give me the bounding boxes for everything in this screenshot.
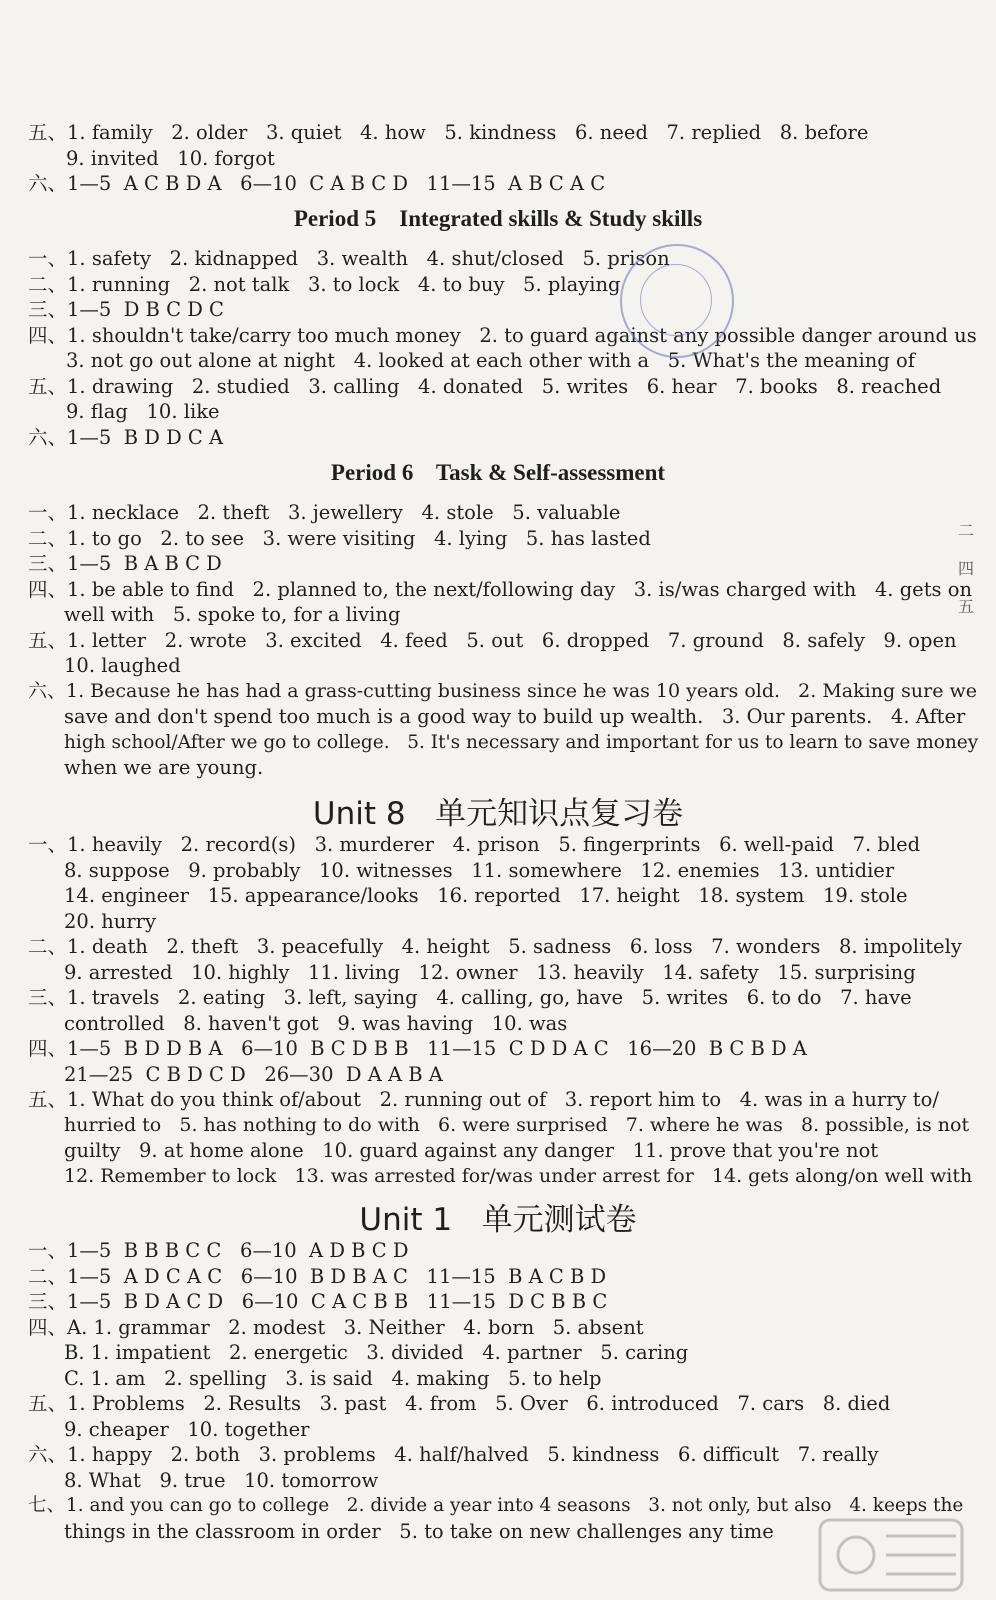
answer-line <box>28 832 976 858</box>
seal-stamp <box>620 244 734 358</box>
answer-text: when we are young. <box>64 756 264 779</box>
section-number: 三、 <box>28 986 68 1009</box>
answer-text: 1. to go 2. to see 3. were visiting 4. lying 5. has lasted <box>67 526 651 550</box>
answer-text: 14. engineer 15. appearance/looks 16. reported 17. height 18. system 19. stole <box>64 884 908 907</box>
period-5-heading: Period 5 Integrated skills & Study skills <box>293 206 703 231</box>
answer-text: 21—25 C B D C D 26—30 D A A B A <box>64 1062 443 1086</box>
section-number: 七、 <box>28 1495 66 1516</box>
section-number: 三、 <box>28 298 68 321</box>
answer-text: 1. happy 2. both 3. problems 4. half/halved 5. kindness 6. difficult 7. really <box>67 1443 879 1466</box>
section-number: 二、 <box>28 526 68 550</box>
answer-line <box>28 628 976 654</box>
answer-text: hurried to 5. has nothing to do with 6. were surprised 7. where he was 8. possible, is not <box>64 1113 970 1136</box>
answer-line <box>28 1264 976 1290</box>
answer-line <box>28 1442 976 1468</box>
answer-text: 3. not go out alone at night 4. looked at each other with a 5. What's the meaning of <box>66 349 915 372</box>
answer-text: 9. cheaper 10. together <box>64 1417 310 1441</box>
answer-line <box>28 120 976 146</box>
section-number: 四、 <box>28 577 68 601</box>
answer-line <box>66 399 976 425</box>
answer-text: 1. letter 2. wrote 3. excited 4. feed 5. out 6. dropped 7. ground 8. safely 9. open <box>67 628 957 652</box>
answer-line <box>28 297 976 323</box>
answer-text: 1—5 A C B D A 6—10 C A B C D 11—15 A B C A C <box>67 172 606 195</box>
answer-line <box>64 704 976 730</box>
section-number: 二、 <box>28 935 68 958</box>
answer-text: 1—5 A D C A C 6—10 B D B A C 11—15 B A C B D <box>67 1264 607 1288</box>
answer-line <box>64 1417 976 1443</box>
section-number: 一、 <box>28 501 68 524</box>
answer-line <box>64 1062 976 1088</box>
section-number: 三、 <box>28 552 68 575</box>
answer-line <box>28 1315 976 1341</box>
section-number: 五、 <box>28 628 68 652</box>
watermark-logo <box>816 1516 966 1594</box>
answer-text: 8. suppose 9. probably 10. witnesses 11. somewhere 12. enemies 13. untidier <box>64 858 895 882</box>
answer-line <box>64 1340 976 1366</box>
answer-text: 1—5 B D A C D 6—10 C A C B B 11—15 D C B B C <box>67 1290 608 1313</box>
section-number: 四、 <box>28 323 68 347</box>
answer-text: 1. drawing 2. studied 3. calling 4. donated 5. writes 6. hear 7. books 8. reached <box>67 374 942 398</box>
answer-line <box>66 348 976 374</box>
section-number: 四、 <box>28 1037 68 1060</box>
answer-line <box>64 1138 976 1164</box>
answer-line <box>28 272 976 298</box>
answer-text: 8. What 9. true 10. tomorrow <box>64 1468 379 1492</box>
answer-text: 1. family 2. older 3. quiet 4. how 5. kindness 6. need 7. replied 8. before <box>67 121 869 144</box>
answer-line <box>64 1011 976 1037</box>
answer-line <box>64 858 976 884</box>
section-number: 六、 <box>28 425 68 449</box>
answer-text: high school/After we go to college. 5. It's necessary and important for us to learn to save money <box>64 731 979 753</box>
answer-text: A. 1. grammar 2. modest 3. Neither 4. born 5. absent <box>67 1315 644 1339</box>
answer-line <box>28 1238 976 1264</box>
answer-text: guilty 9. at home alone 10. guard against any danger 11. prove that you're not <box>64 1139 879 1162</box>
answer-line <box>28 1493 976 1519</box>
section-number: 五、 <box>28 374 68 398</box>
answer-line <box>28 1036 976 1062</box>
answer-line <box>64 1468 976 1494</box>
answer-text: 1—5 B D D C A <box>67 425 224 449</box>
answer-line <box>64 730 979 756</box>
answer-line <box>28 323 976 349</box>
answer-line <box>28 171 976 197</box>
section-number: 一、 <box>28 247 68 270</box>
section-number: 四、 <box>28 1315 68 1339</box>
answer-text: 1. Problems 2. Results 3. past 4. from 5. Over 6. introduced 7. cars 8. died <box>67 1392 891 1415</box>
section-number: 六、 <box>28 1443 68 1466</box>
answer-text: 1—5 B D D B A 6—10 B C D B B 11—15 C D D A C 16—20 B C B D A <box>67 1037 807 1060</box>
answer-line <box>64 1164 976 1190</box>
answer-text: 1. be able to find 2. planned to, the next/following day 3. is/was charged with 4. gets on <box>67 577 973 601</box>
margin-mark: 五 <box>957 597 974 616</box>
answer-text: 1. and you can go to college 2. divide a year into 4 seasons 3. not only, but also 4. keeps the <box>66 1495 964 1516</box>
answer-line <box>28 1087 976 1113</box>
section-number: 一、 <box>28 833 68 856</box>
answer-text: C. 1. am 2. spelling 3. is said 4. making 5. to help <box>64 1366 602 1390</box>
section-number: 六、 <box>28 172 68 195</box>
section-number: 三、 <box>28 1290 68 1313</box>
section-number: 五、 <box>28 121 68 144</box>
answer-line <box>28 246 976 272</box>
answer-line <box>28 934 976 960</box>
answer-text: 1. heavily 2. record(s) 3. murderer 4. prison 5. fingerprints 6. well-paid 7. bled <box>67 833 921 856</box>
answer-text: 12. Remember to lock 13. was arrested for/was under arrest for 14. gets along/on well with <box>64 1164 973 1187</box>
answer-text: B. 1. impatient 2. energetic 3. divided 4. partner 5. caring <box>64 1341 689 1364</box>
answer-line <box>64 755 976 781</box>
answer-text: things in the classroom in order 5. to take on new challenges any time <box>64 1519 774 1543</box>
answer-line <box>28 679 976 705</box>
period-6-heading: Period 6 Task & Self-assessment <box>330 460 666 485</box>
answer-text: 1—5 B B B C C 6—10 A D B C D <box>67 1239 409 1262</box>
answer-line <box>28 526 976 552</box>
answer-text: 1—5 D B C D C <box>67 298 224 321</box>
answer-text: 1—5 B A B C D <box>67 552 222 575</box>
section-number: 五、 <box>28 1088 68 1111</box>
answer-text: 20. hurry <box>64 909 156 933</box>
answer-text: 9. invited 10. forgot <box>66 146 275 170</box>
answer-line <box>28 425 976 451</box>
answer-text: well with 5. spoke to, for a living <box>64 603 401 626</box>
section-number: 二、 <box>28 272 68 296</box>
answer-line <box>64 909 976 935</box>
answer-line <box>64 960 976 986</box>
answer-line <box>64 602 976 628</box>
section-number: 六、 <box>28 679 67 702</box>
answer-text: 9. arrested 10. highly 11. living 12. owner 13. heavily 14. safety 15. surprising <box>64 960 916 984</box>
answer-line <box>64 883 976 909</box>
answer-line <box>66 146 976 172</box>
section-number: 一、 <box>28 1239 68 1262</box>
answer-line <box>28 1391 976 1417</box>
answer-line <box>64 1113 976 1139</box>
margin-mark: 四 <box>957 559 974 578</box>
unit-8-title: Unit 8 单元知识点复习卷 <box>312 796 684 832</box>
answer-text: 1. Because he has had a grass-cutting business since he was 10 years old. 2. Making sure we <box>66 679 978 702</box>
margin-mark: 二 <box>957 521 974 540</box>
answer-line <box>28 985 976 1011</box>
answer-line <box>28 374 976 400</box>
answer-line <box>28 551 976 577</box>
answer-text: 1. shouldn't take/carry too much money 2. to guard against any possible danger around us <box>67 323 977 347</box>
answer-text: controlled 8. haven't got 9. was having 10. was <box>64 1011 568 1035</box>
answer-text: save and don't spend too much is a good way to build up wealth. 3. Our parents. 4. After <box>64 705 966 728</box>
answer-line <box>64 653 976 679</box>
answer-line <box>28 577 976 603</box>
answer-text: 1. death 2. theft 3. peacefully 4. height 5. sadness 6. loss 7. wonders 8. impolitely <box>67 935 962 958</box>
answer-text: 9. flag 10. like <box>66 400 220 423</box>
section-number: 二、 <box>28 1264 68 1288</box>
answer-text: 10. laughed <box>64 654 181 677</box>
answer-line <box>28 1289 976 1315</box>
answer-text: 1. What do you think of/about 2. running out of 3. report him to 4. was in a hurry to/ <box>67 1088 939 1111</box>
answer-line <box>28 500 976 526</box>
answer-text: 1. running 2. not talk 3. to lock 4. to buy 5. playing <box>67 272 621 296</box>
section-number: 五、 <box>28 1392 68 1415</box>
unit-1-title: Unit 1 单元测试卷 <box>359 1202 637 1238</box>
answer-text: 1. travels 2. eating 3. left, saying 4. calling, go, have 5. writes 6. to do 7. have <box>67 986 912 1009</box>
answer-line <box>64 1366 976 1392</box>
answer-text: 1. safety 2. kidnapped 3. wealth 4. shut/closed 5. prison <box>67 247 670 270</box>
answer-text: 1. necklace 2. theft 3. jewellery 4. stole 5. valuable <box>67 501 621 524</box>
